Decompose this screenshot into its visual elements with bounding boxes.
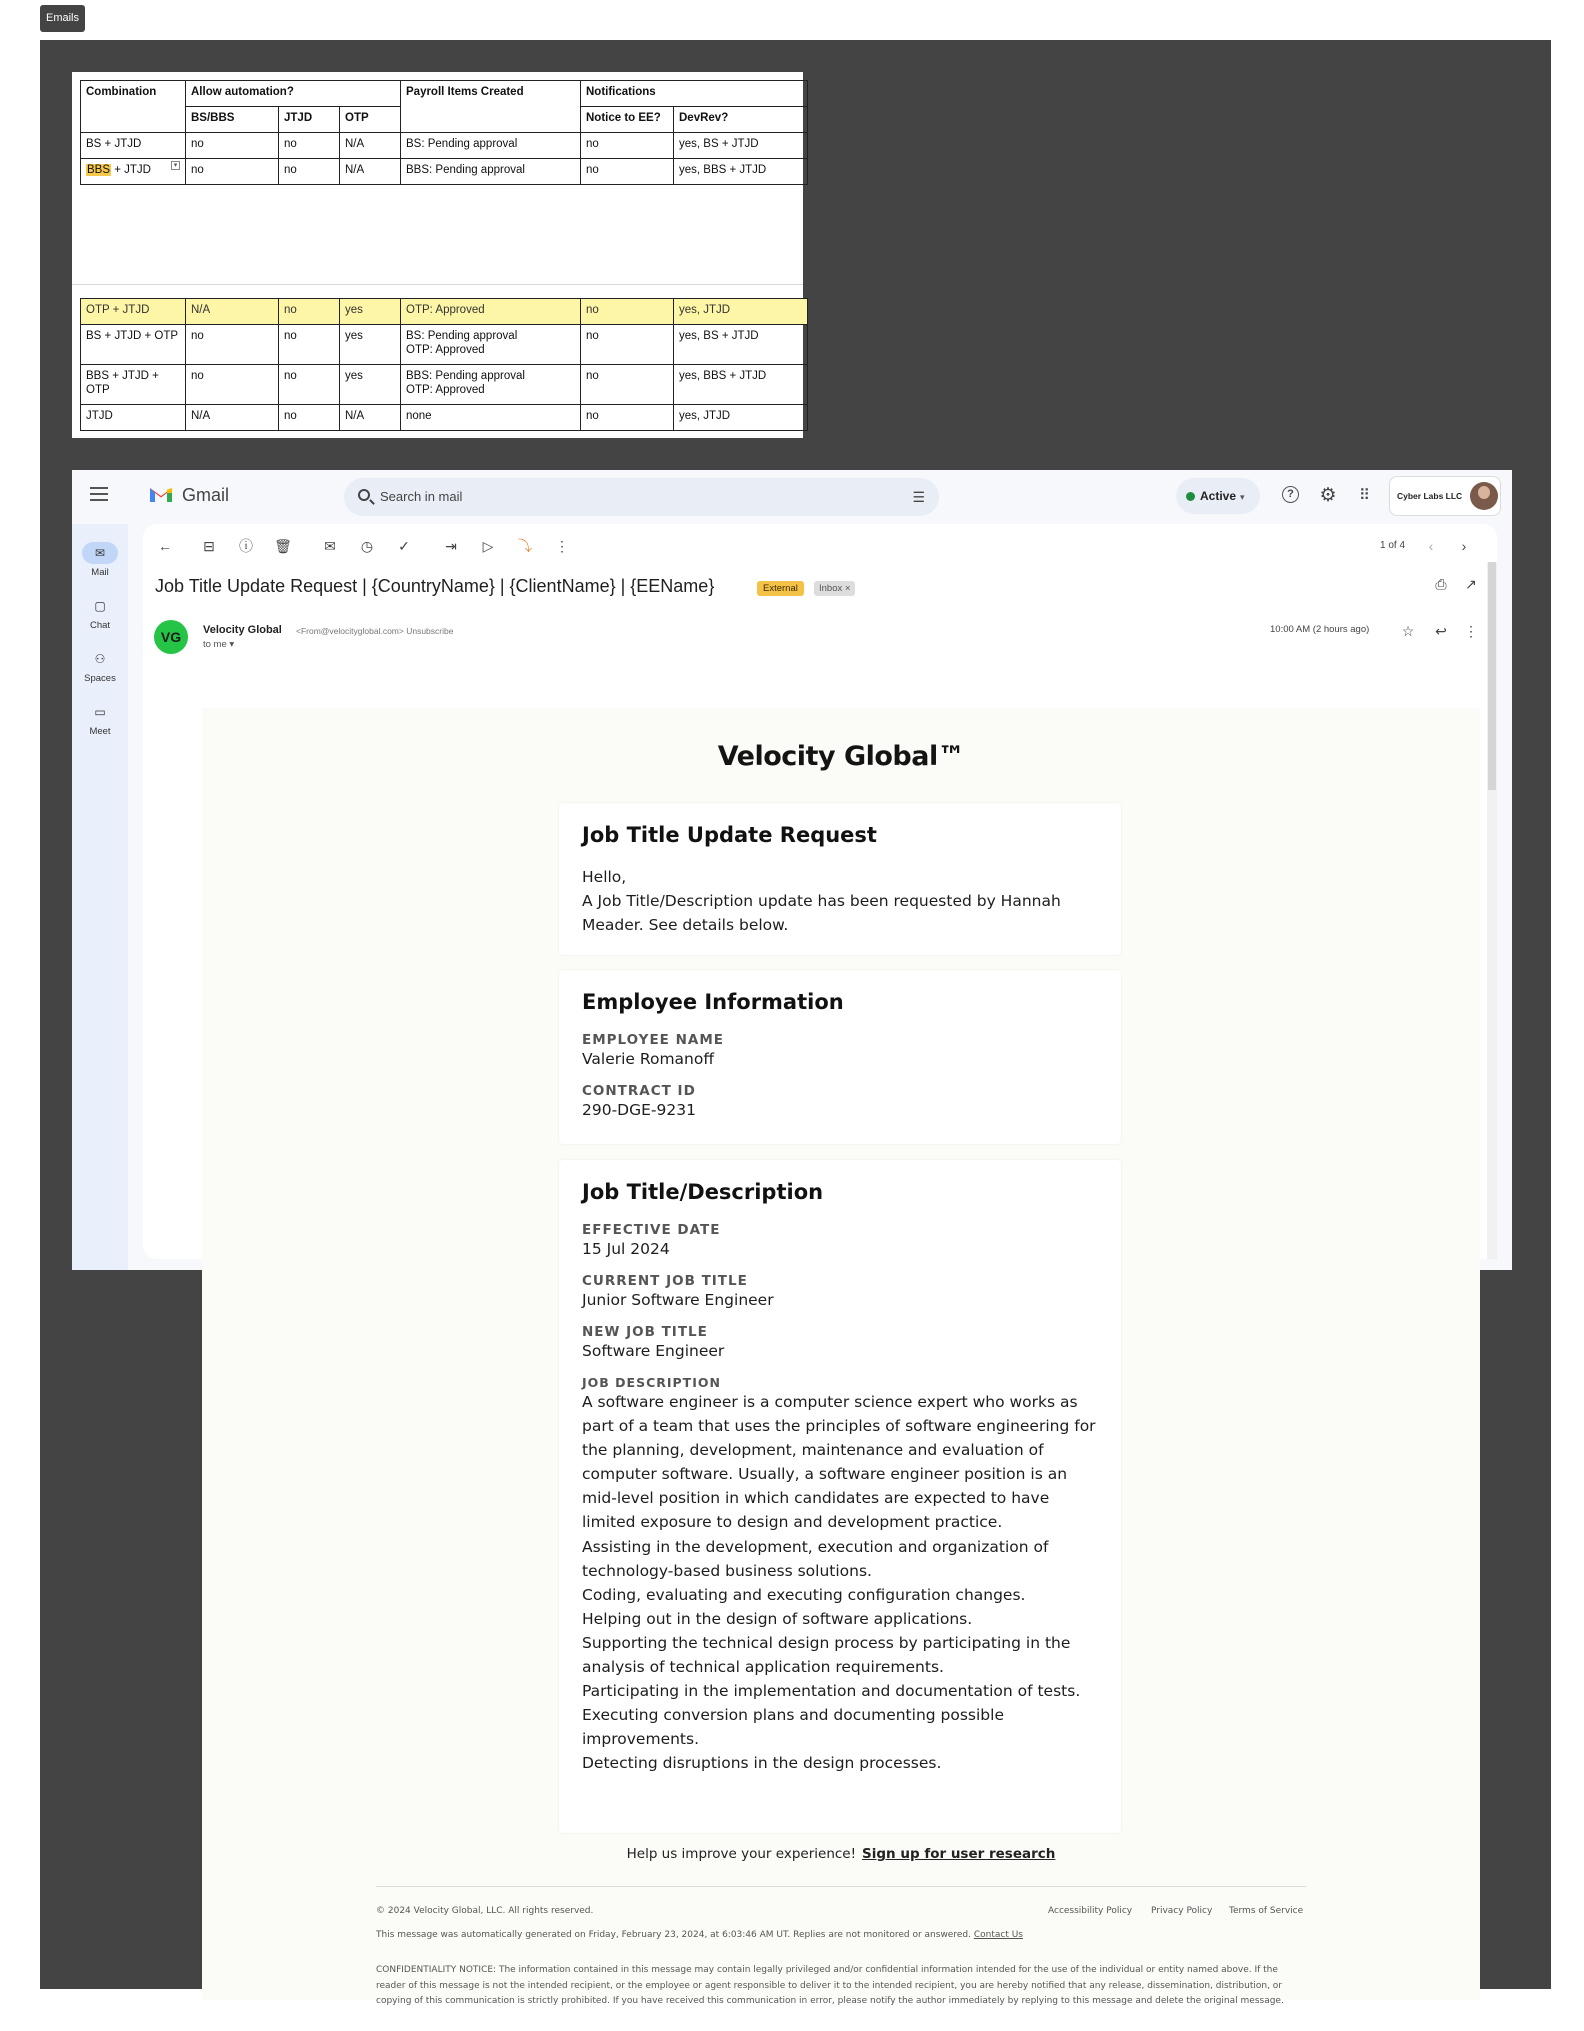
- field-label: EMPLOYEE NAME: [582, 1032, 724, 1048]
- gear-icon[interactable]: ⚙: [1319, 485, 1337, 506]
- chevron-down-icon: ▾: [1240, 492, 1245, 502]
- divider: [72, 284, 803, 285]
- cell-combination[interactable]: [81, 365, 186, 405]
- cell-devrev[interactable]: yes, JTJD: [674, 405, 808, 431]
- reply-icon[interactable]: ↩: [1435, 623, 1447, 639]
- description-line: Participating in the implementation and documentation of tests.: [582, 1682, 1081, 1701]
- cell-notice[interactable]: no: [581, 159, 674, 185]
- greeting: Hello,: [582, 868, 627, 886]
- cell-jtjd[interactable]: no: [279, 365, 340, 405]
- contract-id: 290-DGE-9231: [582, 1101, 696, 1119]
- scrollbar-thumb[interactable]: [1488, 562, 1496, 790]
- rail-item-spaces[interactable]: [72, 648, 128, 684]
- description-line: Detecting disruptions in the design processes.: [582, 1754, 942, 1773]
- cell-bs-bbs[interactable]: no: [186, 365, 279, 405]
- cell-bs-bbs[interactable]: no: [186, 159, 279, 185]
- contact-us-link[interactable]: Contact Us: [973, 1930, 1023, 1940]
- add-task-icon[interactable]: ✓: [398, 538, 410, 554]
- header-devrev: DevRev?: [674, 107, 808, 133]
- table-row: [81, 299, 808, 325]
- cell-devrev[interactable]: yes, BBS + JTJD: [674, 365, 808, 405]
- confidentiality-notice: CONFIDENTIALITY NOTICE: The information contained in this message may contain legally privileged and/or confidential information intended for the use of the individual or entity named above. If the reader of this message is not the intended recipient, or the employee or agent responsible to deliver it to the intended recipient, you are hereby notified that any release, dissemination, distribution, or copying of this communication is strictly prohibited. If you have received this communication in error, please notify the author immediately by replying to this message and delete the original message.: [376, 1965, 1284, 2006]
- rail-label: Chat: [89, 620, 111, 631]
- search-bar[interactable]: [344, 478, 939, 516]
- cell-jtjd[interactable]: no: [279, 299, 340, 325]
- header-notice-ee: Notice to EE?: [581, 107, 674, 133]
- privacy-policy-link[interactable]: Privacy Policy: [1151, 1906, 1213, 1916]
- account-switcher[interactable]: [1389, 476, 1501, 516]
- header-payroll-items: Payroll Items Created: [401, 81, 581, 133]
- gmail-logo-icon: [148, 484, 174, 504]
- delete-icon[interactable]: 🗑: [274, 538, 292, 554]
- cell-notice[interactable]: no: [581, 405, 674, 431]
- label-icon[interactable]: ▷: [482, 538, 494, 554]
- cell-bs-bbs[interactable]: N/A: [186, 405, 279, 431]
- search-icon[interactable]: [358, 489, 370, 501]
- cell-combination[interactable]: OTP + JTJD: [81, 299, 186, 325]
- header-combination: Combination: [81, 81, 186, 133]
- cell-line: OTP: Approved: [406, 384, 485, 396]
- accessibility-policy-link[interactable]: Accessibility Policy: [1048, 1906, 1133, 1916]
- automation-table-bottom: [80, 298, 808, 431]
- sender-email[interactable]: <From@velocityglobal.com> Unsubscribe: [296, 626, 454, 636]
- cell-notice[interactable]: no: [581, 365, 674, 405]
- canvas: [40, 40, 1551, 2006]
- card-title: Job Title Update Request: [582, 823, 877, 847]
- table-row: [81, 365, 808, 405]
- rail-item-meet[interactable]: [72, 701, 128, 737]
- help-icon[interactable]: ?: [1282, 486, 1299, 503]
- field-label: JOB DESCRIPTION: [582, 1375, 721, 1390]
- effective-date: 15 Jul 2024: [582, 1240, 670, 1258]
- intro-card: [559, 803, 1121, 955]
- cell-combination[interactable]: BS + JTJD + OTP: [81, 325, 186, 365]
- cell-line: OTP: Approved: [406, 344, 485, 356]
- received-time: 10:00 AM (2 hours ago): [1270, 624, 1370, 635]
- avatar[interactable]: [1470, 482, 1498, 510]
- recipient-dropdown[interactable]: to me ▾: [203, 639, 235, 650]
- cell-otp[interactable]: yes: [340, 325, 401, 365]
- highlighted-text: BBS: [87, 164, 111, 176]
- cell-otp[interactable]: yes: [340, 299, 401, 325]
- job-title-card: [559, 1160, 1121, 1833]
- table-row: [81, 325, 808, 365]
- field-label: EFFECTIVE DATE: [582, 1222, 721, 1238]
- auto-generated-note: [376, 1930, 1023, 1940]
- chat-icon: ▢: [94, 599, 106, 613]
- cell-otp[interactable]: N/A: [340, 159, 401, 185]
- search-options-icon[interactable]: ☰: [912, 489, 925, 505]
- feedback-row: [202, 1846, 1480, 1862]
- more-options-icon[interactable]: ⋮: [555, 538, 569, 554]
- external-badge: External: [757, 581, 804, 596]
- search-input[interactable]: Search in mail: [380, 489, 463, 504]
- header-allow-automation: Allow automation?: [186, 81, 401, 107]
- archive-icon[interactable]: ⊟: [203, 538, 215, 554]
- cell-devrev[interactable]: yes, BS + JTJD: [674, 325, 808, 365]
- cell-notice[interactable]: no: [581, 325, 674, 365]
- sender-avatar[interactable]: VG: [154, 620, 188, 654]
- cell-combination[interactable]: BS + JTJD: [81, 133, 186, 159]
- cell-combination[interactable]: JTJD: [81, 405, 186, 431]
- cell-otp[interactable]: N/A: [340, 133, 401, 159]
- cell-payroll[interactable]: [401, 325, 581, 365]
- status-dot-icon: [1186, 492, 1195, 501]
- cell-jtjd[interactable]: no: [279, 325, 340, 365]
- chevron-left-icon[interactable]: ‹: [1428, 538, 1434, 554]
- cell-payroll[interactable]: OTP: Approved: [401, 299, 581, 325]
- header-otp: OTP: [340, 107, 401, 133]
- cell-line: BBS + JTJD +: [86, 370, 159, 382]
- footer-divider: [376, 1886, 1306, 1887]
- rail-label: Mail: [91, 567, 109, 578]
- field-label: NEW JOB TITLE: [582, 1324, 708, 1340]
- dropdown-icon[interactable]: ▾: [171, 161, 180, 170]
- cell-payroll[interactable]: [401, 365, 581, 405]
- cell-payroll[interactable]: BBS: Pending approval: [401, 159, 581, 185]
- scrollbar[interactable]: [1487, 562, 1497, 1259]
- account-name: Cyber Labs LLC: [1397, 491, 1463, 501]
- intro-text: A Job Title/Description update has been requested by Hannah Meader. See details below.: [582, 892, 1061, 934]
- open-new-window-icon[interactable]: ↗: [1465, 576, 1477, 592]
- feedback-text: Help us improve your experience!: [626, 1846, 857, 1862]
- description-line: Executing conversion plans and documenting possible improvements.: [582, 1706, 1004, 1749]
- table-row: [81, 133, 808, 159]
- app-rail: [72, 524, 128, 1270]
- terms-of-service-link[interactable]: Terms of Service: [1229, 1906, 1304, 1916]
- cell-notice[interactable]: no: [581, 299, 674, 325]
- rail-label: Spaces: [84, 673, 116, 684]
- star-icon[interactable]: ☆: [1401, 623, 1415, 639]
- rail-item-mail[interactable]: [72, 542, 128, 578]
- status-label: Active: [1200, 489, 1237, 503]
- description-line: A software engineer is a computer science expert who works as part of a team that uses the principles of software engineering for the planning, development, maintenance and evaluation of computer software. Usually, a software engineer position is an mid-level position in which candidates are expected to have limited exposure to design and development practice.: [582, 1393, 1096, 1532]
- chevron-right-icon[interactable]: ›: [1461, 538, 1467, 554]
- sender-name[interactable]: Velocity Global: [203, 624, 282, 636]
- employee-name: Valerie Romanoff: [582, 1050, 715, 1068]
- header-jtjd: JTJD: [279, 107, 340, 133]
- apps-grid-icon[interactable]: ⠿: [1359, 487, 1369, 504]
- description-line: Assisting in the development, execution and organization of technology-based business solutions.: [582, 1537, 1049, 1580]
- description-line: Supporting the technical design process by participating in the analysis of technical application requirements.: [582, 1633, 1071, 1677]
- cell-payroll[interactable]: BS: Pending approval: [401, 133, 581, 159]
- video-camera-icon: ▭: [94, 705, 106, 719]
- cell-jtjd[interactable]: no: [279, 405, 340, 431]
- current-job-title: Junior Software Engineer: [582, 1291, 774, 1309]
- automation-table-card: [72, 72, 803, 438]
- cell-line: BS: Pending approval: [406, 330, 518, 342]
- snooze-icon[interactable]: ◷: [360, 538, 374, 554]
- cell-devrev[interactable]: yes, JTJD: [674, 299, 808, 325]
- job-description: [582, 1390, 1098, 1776]
- cell-bs-bbs[interactable]: N/A: [186, 299, 279, 325]
- hook-icon[interactable]: ⤵: [518, 538, 532, 554]
- user-research-link[interactable]: Sign up for user research: [862, 1846, 1056, 1862]
- velocity-global-logo: Velocity Global™: [717, 741, 965, 772]
- description-line: Coding, evaluating and executing configuration changes.: [582, 1585, 1026, 1604]
- field-label: CURRENT JOB TITLE: [582, 1273, 748, 1289]
- rail-label: Meet: [89, 726, 111, 737]
- email-body: [202, 708, 1480, 2006]
- inbox-label[interactable]: Inbox ×: [814, 581, 855, 596]
- mark-unread-icon[interactable]: ✉: [324, 538, 336, 554]
- status-dropdown[interactable]: [1176, 478, 1260, 514]
- email-subject: Job Title Update Request | {CountryName} | {ClientName} | {EEName}: [155, 576, 715, 596]
- cell-text: + JTJD: [111, 164, 151, 176]
- move-to-icon[interactable]: ⇥: [445, 538, 457, 554]
- cell-devrev[interactable]: yes, BBS + JTJD: [674, 159, 808, 185]
- copyright: © 2024 Velocity Global, LLC. All rights reserved.: [376, 1906, 594, 1916]
- print-icon[interactable]: ⎙: [1435, 576, 1447, 592]
- header-notifications: Notifications: [581, 81, 808, 107]
- gmail-header: [72, 470, 1512, 524]
- automation-table-top: [80, 80, 808, 185]
- cell-line: BBS: Pending approval: [406, 370, 525, 382]
- cell-bs-bbs[interactable]: no: [186, 133, 279, 159]
- more-options-icon[interactable]: ⋮: [1464, 623, 1478, 639]
- rail-item-chat[interactable]: [72, 595, 128, 631]
- description-line: Helping out in the design of software applications.: [582, 1609, 973, 1628]
- app-name: Gmail: [182, 485, 230, 505]
- back-arrow-icon[interactable]: ←: [158, 538, 172, 554]
- cell-combination[interactable]: [81, 159, 186, 185]
- employee-info-card: [559, 970, 1121, 1144]
- cell-payroll[interactable]: none: [401, 405, 581, 431]
- mail-icon: ✉: [82, 542, 118, 564]
- cell-notice[interactable]: no: [581, 133, 674, 159]
- cell-jtjd[interactable]: no: [279, 133, 340, 159]
- table-row: [81, 159, 808, 185]
- pagination-count: 1 of 4: [1380, 540, 1406, 551]
- auto-msg-text: This message was automatically generated on Friday, February 23, 2024, at 6:03:46 AM UT. Replies are not monitored or answered.: [376, 1930, 971, 1940]
- new-job-title: Software Engineer: [582, 1342, 725, 1360]
- table-row: [81, 405, 808, 431]
- cell-otp[interactable]: yes: [340, 365, 401, 405]
- cell-devrev[interactable]: yes, BS + JTJD: [674, 133, 808, 159]
- card-title: Job Title/Description: [582, 1180, 824, 1204]
- field-label: CONTRACT ID: [582, 1083, 696, 1099]
- cell-line: OTP: [86, 384, 110, 396]
- cell-jtjd[interactable]: no: [279, 159, 340, 185]
- spaces-icon: ⚇: [94, 652, 106, 666]
- main-menu-icon[interactable]: [90, 487, 108, 501]
- report-spam-icon[interactable]: ⓘ: [239, 538, 253, 554]
- emails-tag: Emails: [40, 5, 85, 32]
- card-title: Employee Information: [582, 990, 844, 1014]
- cell-bs-bbs[interactable]: no: [186, 325, 279, 365]
- cell-otp[interactable]: N/A: [340, 405, 401, 431]
- header-bs-bbs: BS/BBS: [186, 107, 279, 133]
